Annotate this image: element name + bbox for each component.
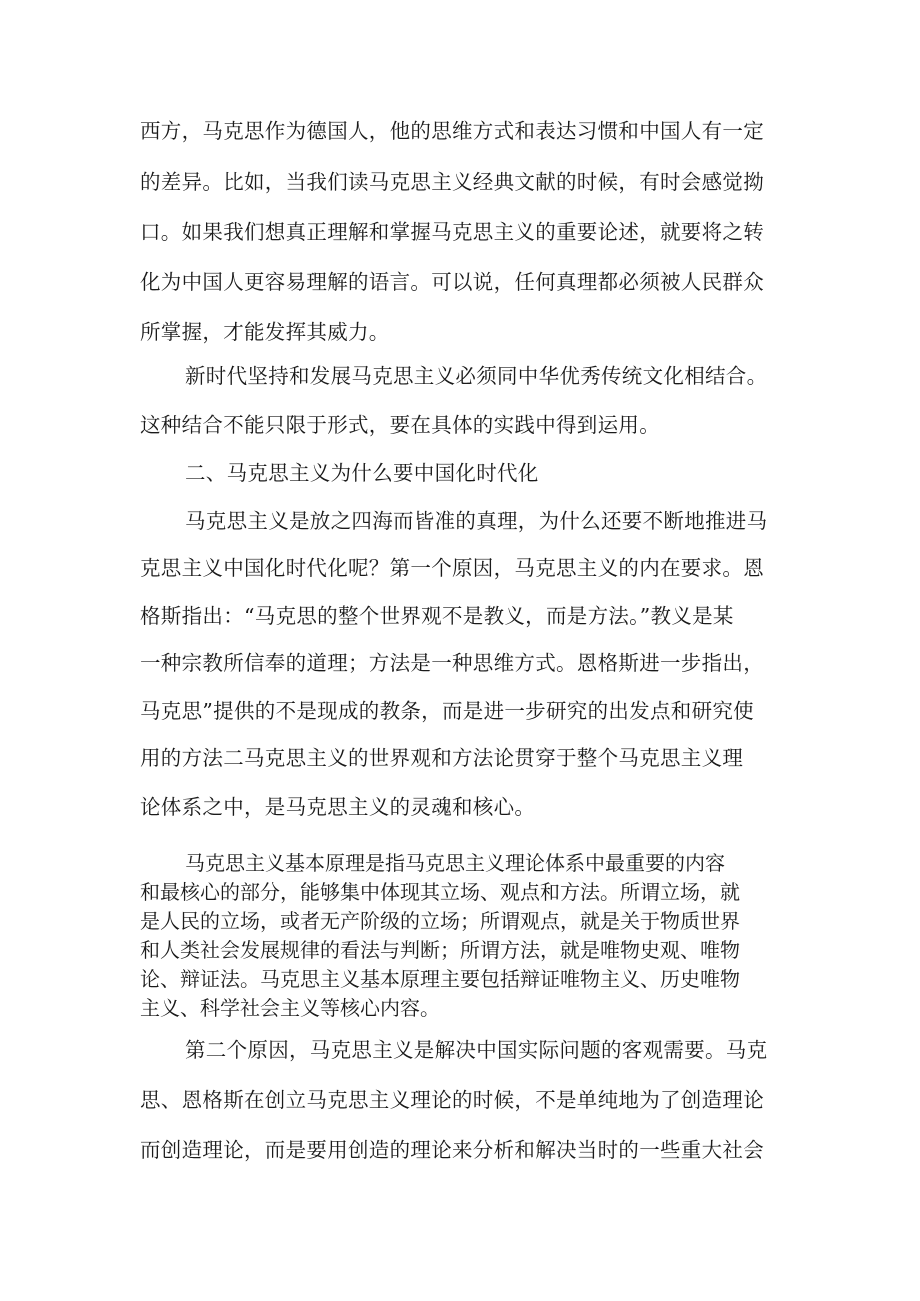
text-line: 和人类社会发展规律的看法与判断；所谓方法，就是唯物史观、唯物 — [140, 938, 740, 962]
text-line: 这种结合不能只限于形式，要在具体的实践中得到运用。 — [140, 413, 660, 437]
text-line: 论体系之中，是马克思主义的灵魂和核心。 — [140, 795, 536, 819]
text-line: 克思主义中国化时代化呢？第一个原因，马克思主义的内在要求。恩 — [140, 556, 764, 580]
text-line: 马克思主义基本原理是指马克思主义理论体系中最重要的内容 — [185, 851, 725, 875]
text-line: 所掌握，才能发挥其威力。 — [140, 320, 390, 344]
text-line: 第二个原因，马克思主义是解决中国实际问题的客观需要。马克 — [185, 1038, 768, 1062]
text-line: 思、恩格斯在创立马克思主义理论的时候，不是单纯地为了创造理论 — [140, 1088, 764, 1112]
text-line: 马克思”提供的不是现成的教条，而是进一步研究的出发点和研究使 — [140, 699, 754, 723]
text-line: 和最核心的部分，能够集中体现其立场、观点和方法。所谓立场，就 — [140, 880, 740, 904]
text-line: 论、辩证法。马克思主义基本原理主要包括辩证唯物主义、历史唯物 — [140, 967, 740, 991]
text-line: 西方，马克思作为德国人，他的思维方式和表达习惯和中国人有一定 — [140, 119, 764, 143]
section-heading: 二、马克思主义为什么要中国化时代化 — [185, 461, 539, 485]
text-line: 化为中国人更容易理解的语言。可以说，任何真理都必须被人民群众 — [140, 270, 764, 294]
text-line: 新时代坚持和发展马克思主义必须同中华优秀传统文化相结合。 — [185, 364, 768, 388]
text-line: 用的方法二马克思主义的世界观和方法论贯穿于整个马克思主义理 — [140, 746, 744, 770]
text-line: 主义、科学社会主义等核心内容。 — [140, 996, 440, 1020]
text-line: 是人民的立场，或者无产阶级的立场；所谓观点，就是关于物质世界 — [140, 909, 740, 933]
text-line: 的差异。比如，当我们读马克思主义经典文献的时候，有时会感觉拗 — [140, 170, 764, 194]
text-line: 马克思主义是放之四海而皆准的真理，为什么还要不断地推进马 — [185, 509, 768, 533]
text-line: 一种宗教所信奉的道理；方法是一种思维方式。恩格斯进一步指出， — [140, 651, 764, 675]
text-line: 而创造理论，而是要用创造的理论来分析和解决当时的一些重大社会 — [140, 1138, 764, 1162]
text-line: 格斯指出：“马克思的整个世界观不是教义，而是方法。”教义是某 — [140, 604, 734, 628]
text-line: 口。如果我们想真正理解和掌握马克思主义的重要论述，就要将之转 — [140, 220, 764, 244]
